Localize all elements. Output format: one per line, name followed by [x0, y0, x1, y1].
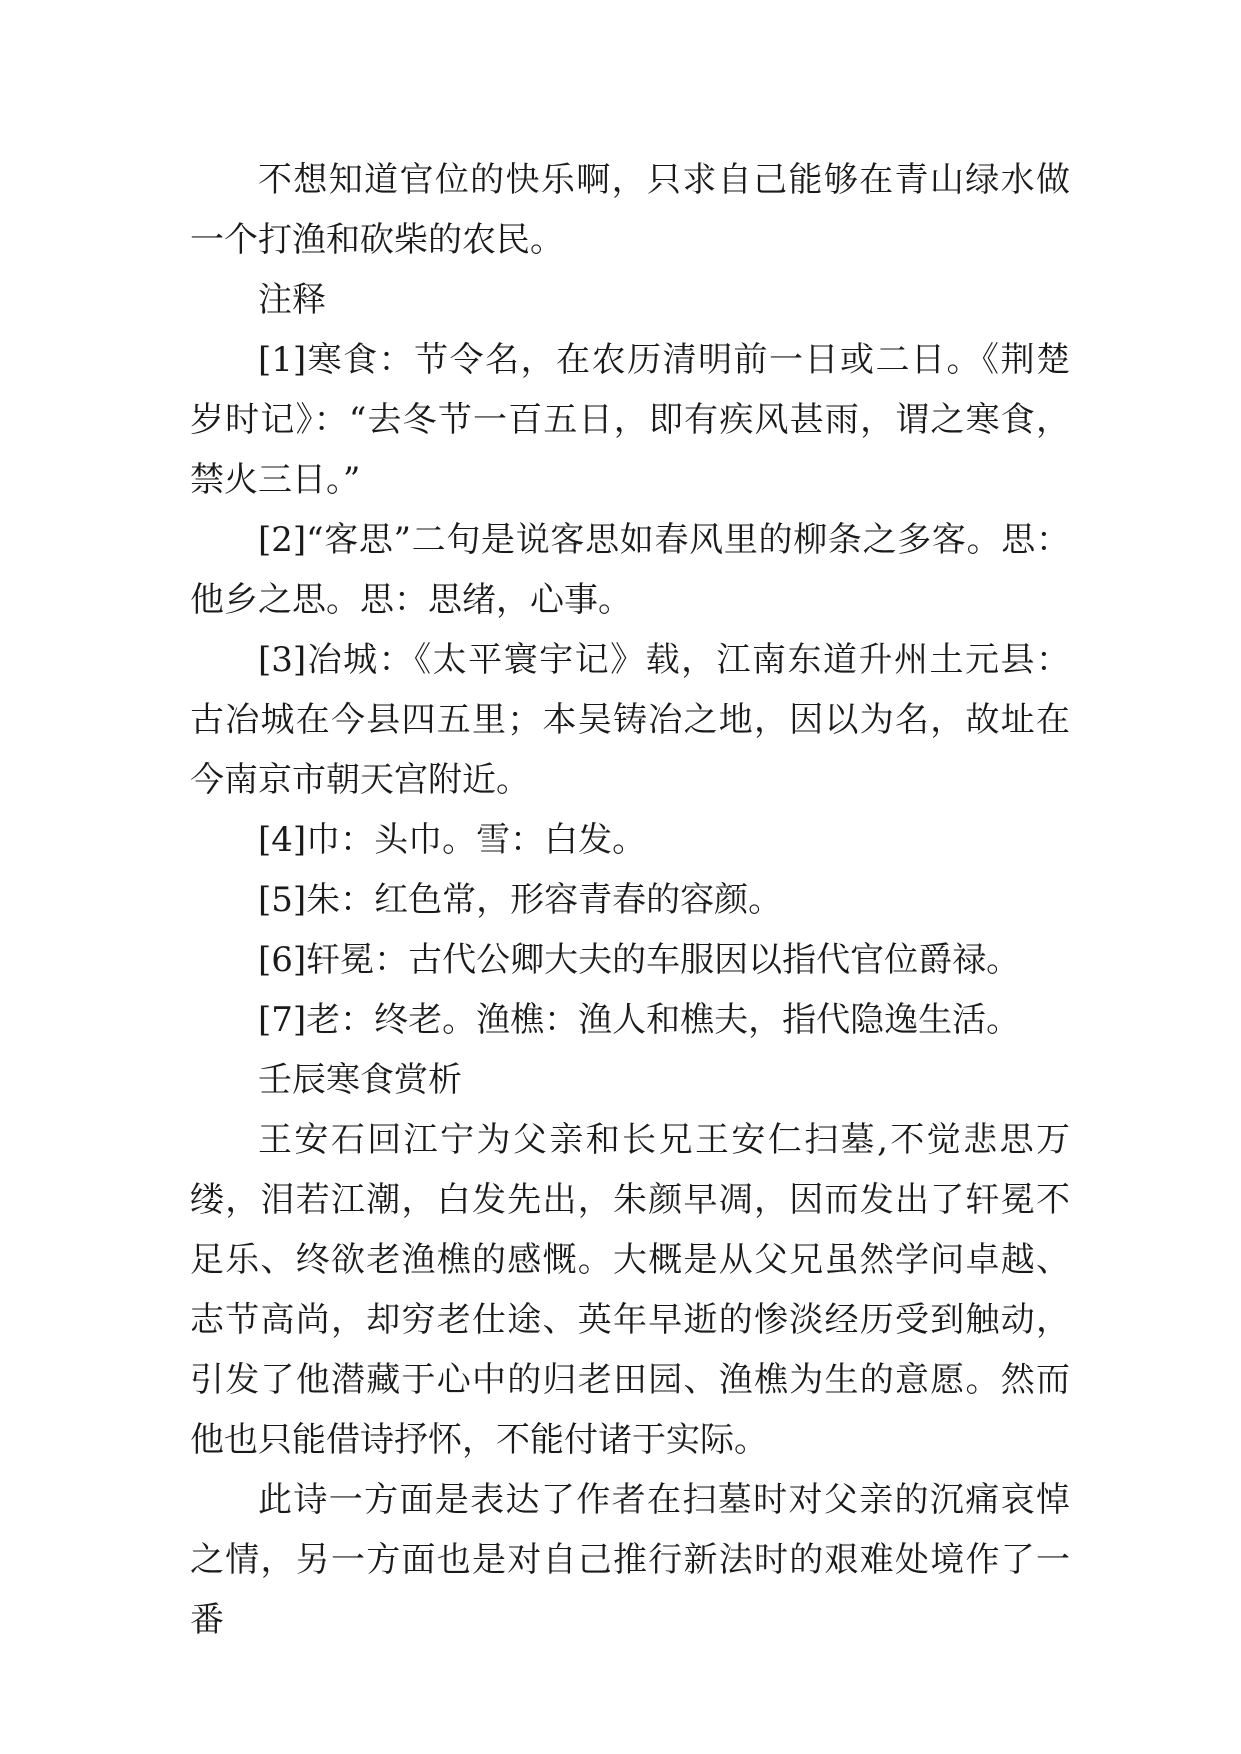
heading-notes: 注释	[258, 280, 326, 320]
note-6: [6]轩冕：古代公卿大夫的车服因以指代官位爵禄。	[258, 940, 1021, 980]
note-4: [4]巾：头巾。雪：白发。	[258, 820, 647, 860]
note-2: [2]“客思”二句是说客思如春风里的柳条之多客。思：他乡之思。思：思绪，心事。	[190, 520, 1070, 620]
note-3: [3]冶城：《太平寰宇记》载，江南东道升州土元县：古冶城在今县四五里；本吴铸冶之地，因以为名，故址在今南京市朝天宫附近。	[190, 640, 1070, 800]
analysis-paragraph-1: 王安石回江宁为父亲和长兄王安仁扫墓,不觉悲思万缕，泪若江潮，白发先出，朱颜早凋，因而发出了轩冕不足乐、终欲老渔樵的感慨。大概是从父兄虽然学问卓越、志节高尚，却穷老仕途、英年早逝的惨淡经历受到触动，引发了他潜藏于心中的归老田园、渔樵为生的意愿。然而他也只能借诗抒怀，不能付诸于实际。	[190, 1120, 1070, 1460]
analysis-paragraph-2: 此诗一方面是表达了作者在扫墓时对父亲的沉痛哀悼之情，另一方面也是对自己推行新法时的艰难处境作了一番	[190, 1480, 1070, 1640]
note-5: [5]朱：红色常，形容青春的容颜。	[258, 880, 783, 920]
note-7: [7]老：终老。渔樵：渔人和樵夫，指代隐逸生活。	[258, 1000, 1021, 1040]
paragraph-translation: 不想知道官位的快乐啊，只求自己能够在青山绿水做一个打渔和砍柴的农民。	[190, 160, 1070, 260]
document-body	[190, 150, 1070, 1650]
heading-analysis: 壬辰寒食赏析	[258, 1060, 462, 1100]
note-1: [1]寒食：节令名，在农历清明前一日或二日。《荆楚岁时记》：“去冬节一百五日，即有疾风甚雨，谓之寒食，禁火三日。”	[190, 340, 1070, 500]
